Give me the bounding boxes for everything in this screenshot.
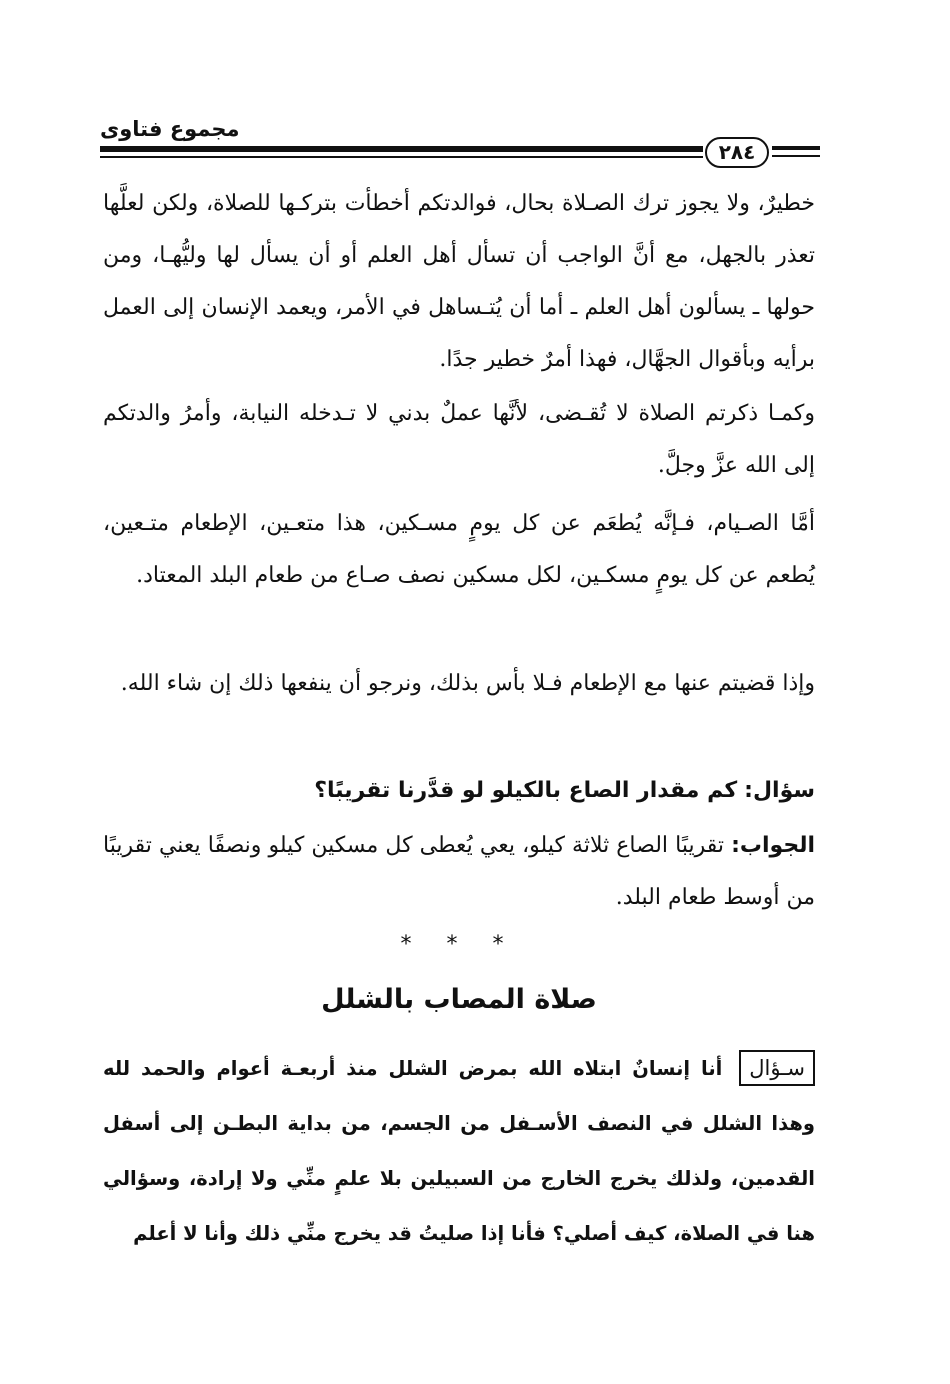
section-separator: * * * [400, 932, 518, 957]
section-title: صلاة المصاب بالشلل [321, 984, 597, 1015]
answer-paragraph [103, 820, 815, 924]
paragraph-3: أمَّا الصـيام، فـإنَّه يُطعَم عن كل يومٍ مسـكين، هذا متعـين، الإطعام متـعين، يُطعم عن كل يومٍ مسكـين، لكل مسكين نصف صـاع من طعام البلد المعتاد. [103, 511, 815, 588]
question-text: كم مقدار الصاع بالكيلو لو قدَّرنا تقريبًا؟ [314, 778, 738, 803]
page-number: ٢٨٤ [705, 137, 769, 168]
header-rule-right-thin [772, 155, 820, 157]
section-question-paragraph [103, 1041, 815, 1261]
paragraph-4: وإذا قضيتم عنها مع الإطعام فـلا بأس بذلك، ونرجو أن ينفعها ذلك إن شاء الله. [120, 671, 815, 696]
header-rule-thin [100, 156, 703, 158]
header-rule-right-thick [772, 146, 820, 150]
answer-text: تقريبًا الصاع ثلاثة كيلو، يعي يُعطى كل مسكين كيلو ونصفًا يعني تقريبًا من أوسط طعام البلد. [103, 833, 815, 910]
header-rule-thick [100, 146, 703, 152]
question-paragraph [103, 765, 815, 817]
question-label: سؤال: [744, 778, 815, 803]
answer-label: الجواب: [731, 833, 815, 858]
section-question-text: أنا إنسانٌ ابتلاه الله بمرض الشلل منذ أربعـة أعوام والحمد لله وهذا الشلل في النصف الأسـفل من الجسم، من بداية البطـن إلى أسفل القدمين، ولذلك يخرج الخارج من السبيلين بلا علمٍ منِّي ولا إرادة، وسؤالي هنا في الصلاة، كيف أصلي؟ فأنا إذا صليتُ قد يخرج منِّي ذلك وأنا لا أعلم [103, 1057, 815, 1245]
paragraph-2: وكمـا ذكرتم الصلاة لا تُقـضى، لأنَّها عملٌ بدني لا تـدخله النيابة، وأمرُ والدتكم إلى الله عزَّ وجلَّ. [103, 401, 815, 478]
question-boxed-label: سـؤال [739, 1050, 815, 1086]
paragraph-1: خطيرٌ، ولا يجوز ترك الصـلاة بحال، فوالدتكم أخطأت بتركـها للصلاة، ولكن لعلَّها تعذر بالجهل، مع أنَّ الواجب أن تسأل أهل العلم أو أن يسأل لها وليُّهـا، ومن حولها ـ يسألون أهل العلم ـ أما أن يُتـساهل في الأمر، ويعمد الإنسان إلى العمل برأيه وبأقوال الجهَّال، فهذا أمرٌ خطير جدًا. [103, 191, 815, 372]
running-header-title: مجموع فتاوى [100, 117, 240, 141]
